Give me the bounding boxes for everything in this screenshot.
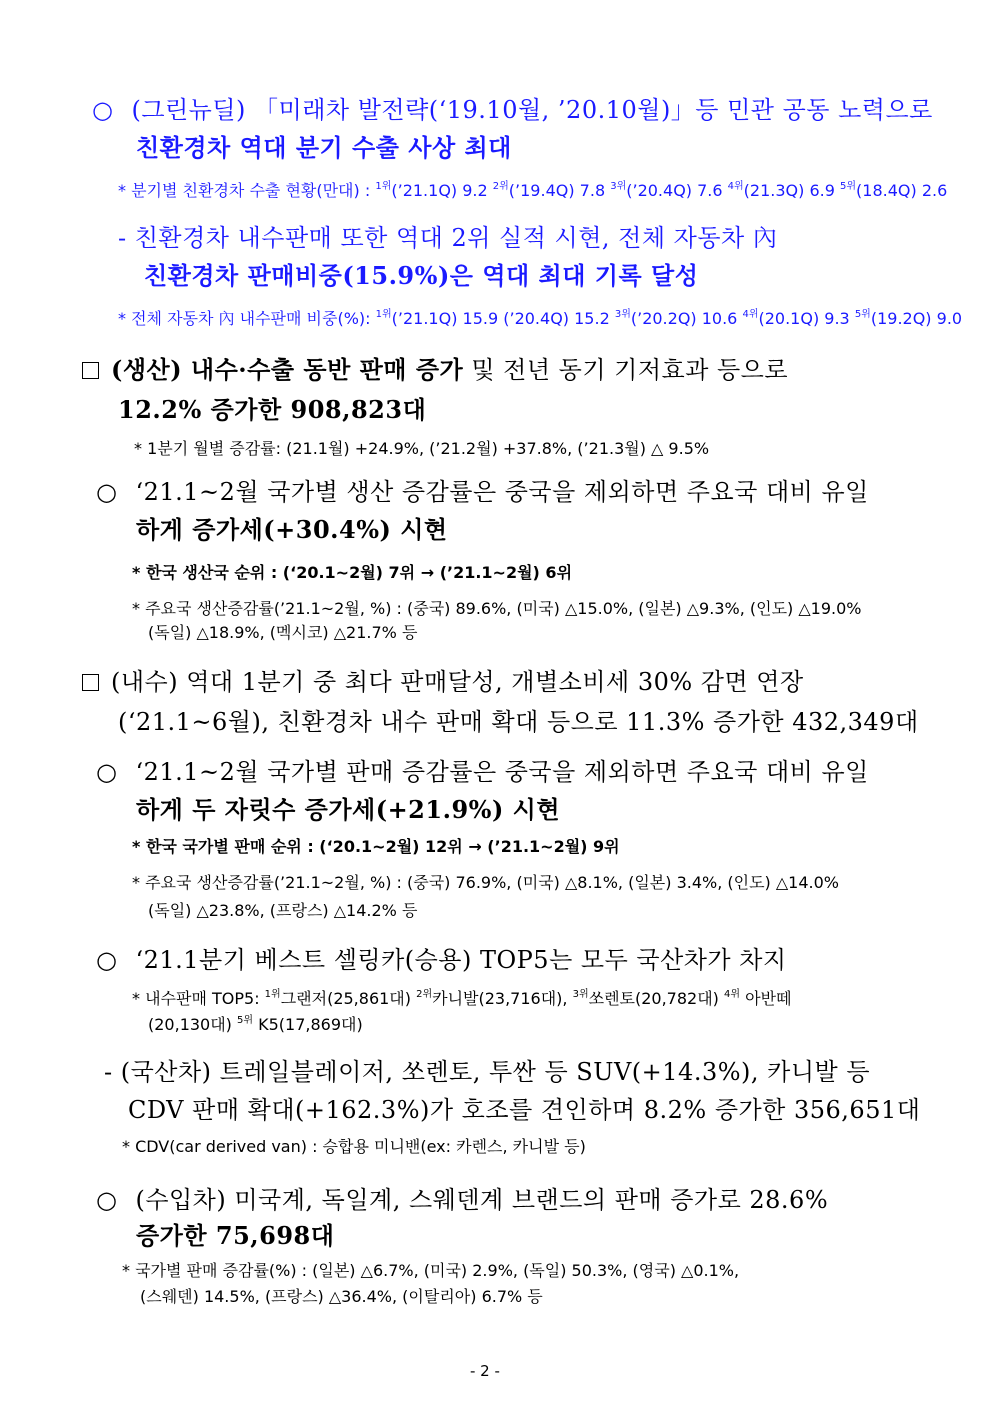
green-newdeal-line2: 친환경차 역대 분기 수출 사상 최대 (136, 133, 512, 162)
domestic-growth-note-l2: (독일) △23.8%, (프랑스) △14.2% 등 (148, 901, 418, 920)
circle-bullet: ○ (96, 758, 118, 786)
production-monthly-note: * 1분기 월별 증감률: (21.1월) +24.9%, (’21.2월) +37.8%, (’21.3월) △ 9.5% (134, 439, 710, 458)
domestic-rank-note: * 한국 국가별 판매 순위 : (‘20.1~2월) 12위 → (’21.1~2월) 9위 (132, 837, 620, 856)
domestic-heading-l2: (‘21.1~6월), 친환경차 내수 판매 확대 등으로 11.3% 증가한 432,349대 (118, 708, 919, 736)
rank-1: $^{1위}$(’21.1Q) 9.2 (375, 181, 493, 200)
production-heading: (생산) 내수·수출 동반 판매 증가 및 전년 동기 기저효과 등으로 (82, 350, 912, 385)
production-growth-note-l1: * 주요국 생산증감률(’21.1~2월, %) : (중국) 89.6%, (미국) △15.0%, (일본) △9.3%, (인도) △19.0% (132, 599, 862, 618)
circle-bullet: ○ (96, 478, 118, 506)
circle-bullet: ○ (96, 946, 118, 974)
checkbox-square-icon (82, 362, 99, 379)
domestic-country-line2: 하게 두 자릿수 증가세(+21.9%) 시현 (136, 795, 561, 824)
top5-note-l2: (20,130대) $^{5위}$ K5(17,869대) (148, 1015, 363, 1034)
green-newdeal-line1: ○ (그린뉴딜) 「미래차 발전략(‘19.10월, ’20.10월)」등 민관 공동 노력으로 (92, 96, 933, 124)
cdv-note: * CDV(car derived van) : 승합용 미니밴(ex: 카렌스, 카니발 등) (122, 1137, 586, 1156)
top5-note-l1: * 내수판매 TOP5: $^{1위}$그랜저(25,861대) $^{2위}$카니발(23,716대), $^{3위}$쏘렌토(20,782대) $^{4위}$ 아반떼 (132, 989, 792, 1008)
production-growth-note-l2: (독일) △18.9%, (멕시코) △21.7% 등 (148, 623, 418, 642)
checkbox-square-icon (82, 674, 99, 691)
imports-line1: ○ (수입차) 미국계, 독일계, 스웨덴계 브랜드의 판매 증가로 28.6% (96, 1186, 829, 1214)
domestic-brand-line2: CDV 판매 확대(+162.3%)가 호조를 견인하며 8.2% 증가한 356,651대 (128, 1096, 921, 1124)
circle-bullet: ○ (96, 1186, 118, 1214)
page-number: - 2 - (470, 1362, 500, 1380)
green-domestic-line1: - 친환경차 내수판매 또한 역대 2위 실적 시현, 전체 자동차 內 (118, 224, 778, 252)
domestic-heading-l1: (내수) 역대 1분기 중 최다 판매달성, 개별소비세 30% 감면 연장 (82, 662, 912, 697)
green-domestic-line2: 친환경차 판매비중(15.9%)은 역대 최대 기록 달성 (144, 261, 699, 290)
production-country-line2: 하게 증가세(+30.4%) 시현 (136, 515, 448, 544)
domestic-growth-note-l1: * 주요국 생산증감률(’21.1~2월, %) : (중국) 76.9%, (미국) △8.1%, (일본) 3.4%, (인도) △14.0% (132, 873, 840, 892)
green-export-note: * 분기별 친환경차 수출 현황(만대) : $^{1위}$(’21.1Q) 9.2 $^{2위}$(’19.4Q) 7.8 $^{3위}$(’20.4Q) 7.6 $^{4위}$(21.3Q) 6.9 $^{5위}$(18.4Q) 2.6 (118, 181, 948, 200)
imports-note-l1: * 국가별 판매 증감률(%) : (일본) △6.7%, (미국) 2.9%, (독일) 50.3%, (영국) △0.1%, (122, 1261, 740, 1280)
production-total: 12.2% 증가한 908,823대 (118, 395, 427, 424)
circle-bullet: ○ (92, 96, 114, 124)
green-share-note: * 전체 자동차 內 내수판매 비중(%): $^{1위}$(’21.1Q) 15.9 (’20.4Q) 15.2 $^{3위}$(’20.2Q) 10.6 $^{4위}$(20.1Q) 9.3 $^{5위}$(19.2Q) 9.0 (118, 309, 963, 328)
imports-note-l2: (스웨덴) 14.5%, (프랑스) △36.4%, (이탈리아) 6.7% 등 (140, 1287, 543, 1306)
production-country-line1: ○ ‘21.1~2월 국가별 생산 증감률은 중국을 제외하면 주요국 대비 유일 (96, 478, 869, 506)
best-selling-line: ○ ‘21.1분기 베스트 셀링카(승용) TOP5는 모두 국산차가 차지 (96, 946, 787, 974)
imports-line2: 증가한 75,698대 (136, 1221, 335, 1250)
domestic-country-line1: ○ ‘21.1~2월 국가별 판매 증감률은 중국을 제외하면 주요국 대비 유일 (96, 758, 869, 786)
domestic-brand-line1: - (국산차) 트레일블레이저, 쏘렌토, 투싼 등 SUV(+14.3%), 카니발 등 (104, 1058, 871, 1086)
production-rank-note: * 한국 생산국 순위 : (‘20.1~2월) 7위 → (’21.1~2월) 6위 (132, 563, 573, 582)
